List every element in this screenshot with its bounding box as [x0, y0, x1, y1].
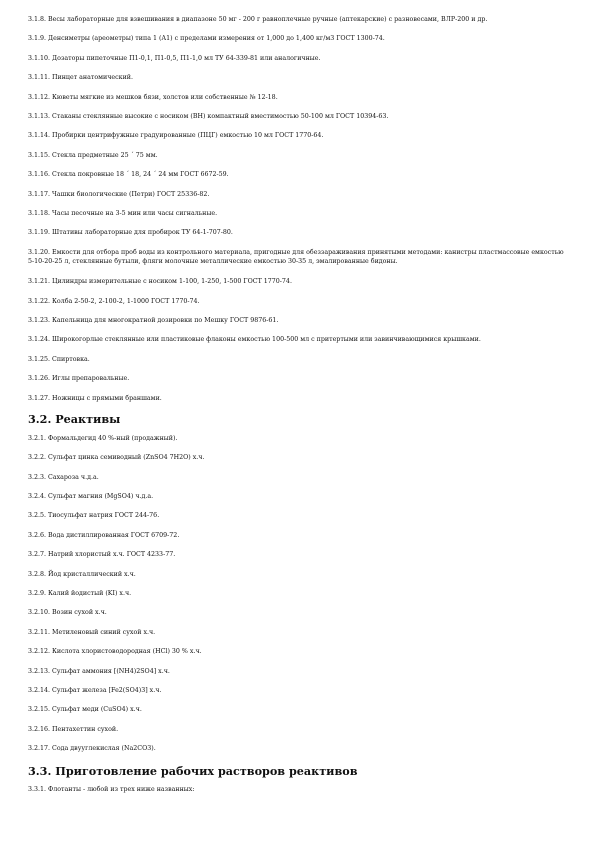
list-item: 3.2.1. Формальдегид 40 %-ный (продажный).: [28, 434, 178, 442]
list-item: 3.2.8. Йод кристаллический х.ч.: [28, 570, 136, 578]
section-heading-working-solutions: 3.3. Приготовление рабочих растворов реактивов: [28, 763, 358, 778]
list-item: 3.3.1. Флотанты - любой из трех ниже названных:: [28, 785, 195, 793]
list-item: 3.2.17. Сода двууглекислая (Na2CO3).: [28, 745, 156, 753]
list-item: 3.2.10. Возин сухой х.ч.: [28, 609, 107, 617]
section-heading-reagents: 3.2. Реактивы: [28, 411, 121, 426]
list-item: 3.1.12. Кюветы мягкие из мешков бязи, холстов или собственные № 12-18.: [28, 93, 278, 101]
equipment-list: [28, 15, 568, 238]
list-item: 3.1.16. Стекла покровные 18 ´ 18, 24 ´ 24 мм ГОСТ 6672-59.: [28, 171, 229, 179]
list-item: 3.1.17. Чашки биологические (Петри) ГОСТ 25336-82.: [28, 190, 210, 198]
list-item: 3.1.11. Пинцет анатомический.: [28, 74, 133, 82]
list-item: 3.1.9. Денсиметры (ареометры) типа 1 (А1) с пределами измерения от 1,000 до 1,400 кг/м3 ГОСТ 1300-74.: [28, 35, 385, 43]
list-item: 3.2.13. Сульфат аммония [(NH4)2SO4] х.ч.: [28, 667, 170, 675]
list-item: 3.1.24. Широкогорлые стеклянные или пластиковые флаконы емкостью 100-500 мл с притертыми или завинчивающимися крышками.: [28, 336, 481, 344]
list-item: 3.1.22. Колба 2-50-2, 2-100-2, 1-1000 ГОСТ 1770-74.: [28, 297, 200, 305]
list-item: 3.2.14. Сульфат железа [Fe2(SO4)3] х.ч.: [28, 687, 162, 694]
list-item: 3.1.13. Стаканы стеклянные высокие с носиком (ВН) компактный вместимостью 50-100 мл ГОСТ 10394-63.: [28, 112, 389, 120]
list-item: 3.2.6. Вода дистиллированная ГОСТ 6709-72.: [28, 531, 180, 539]
list-item: 3.1.10. Дозаторы пипеточные П1-0,1, П1-0,5, П1-1,0 мл ТУ 64-339-81 или аналогичные.: [28, 54, 321, 62]
list-item: 3.1.21. Цилиндры измерительные с носиком 1-100, 1-250, 1-500 ГОСТ 1770-74.: [28, 278, 292, 286]
list-item: 3.1.19. Штативы лабораторные для пробирок ТУ 64-1-707-80.: [28, 229, 233, 237]
list-item: 3.2.11. Метиленовый синий сухой х.ч.: [28, 628, 156, 636]
list-item: 3.1.25. Спиртовка.: [28, 355, 90, 363]
list-item: 3.2.16. Пентахеттин сухой.: [28, 725, 119, 733]
list-item: 3.2.9. Калий йодистый (KI) х.ч.: [28, 590, 132, 598]
list-item: 3.1.8. Весы лабораторные для взвешивания в диапазоне 50 мг - 200 г равноплечные ручные (аптекарские) с разновесами, ВЛР-200 и др.: [28, 16, 488, 23]
reagents-list: [28, 434, 568, 754]
list-item: 3.2.2. Сульфат цинка семиводный (ZnSO4 7H2O) х.ч.: [28, 454, 205, 462]
list-item: 3.2.3. Сахароза ч.д.а.: [28, 473, 99, 481]
list-item: 3.2.7. Натрий хлористый х.ч. ГОСТ 4233-77.: [28, 551, 176, 559]
list-item: 3.2.4. Сульфат магния (MgSO4) ч.д.а.: [28, 493, 154, 501]
list-item: 3.1.14. Пробирки центрифужные градуированные (ПЦГ) емкостью 10 мл ГОСТ 1770-64.: [28, 132, 324, 140]
document-page: [28, 15, 568, 804]
list-item: 3.1.23. Капельница для многократной дозировки по Мешку ГОСТ 9876-61.: [28, 316, 279, 324]
equipment-list-continued: [28, 277, 568, 403]
list-item: 3.1.27. Ножницы с прямыми браншами.: [28, 394, 162, 402]
list-item: 3.2.5. Тиосульфат натрия ГОСТ 244-76.: [28, 512, 160, 520]
list-item: 3.1.20. Емкости для отбора проб воды из контрольного материала, пригодные для обеззараживания принятыми методами: канистры пластмассовые емкостью 5-10-20-25 л, стеклянные бутыли, фляги молочные металлические емкостью 30-35 л, эмалированные бидоны.: [28, 248, 564, 266]
list-item: 3.2.15. Сульфат меди (CuSO4) х.ч.: [28, 706, 142, 714]
list-item: 3.1.26. Иглы препаровальные.: [28, 375, 130, 383]
list-item: 3.2.12. Кислота хлористоводородная (HCl) 30 % х.ч.: [28, 648, 202, 656]
list-item: 3.1.15. Стекла предметные 25 ´ 75 мм.: [28, 151, 158, 159]
list-item: 3.1.18. Часы песочные на 3-5 мин или часы сигнальные.: [28, 209, 218, 217]
